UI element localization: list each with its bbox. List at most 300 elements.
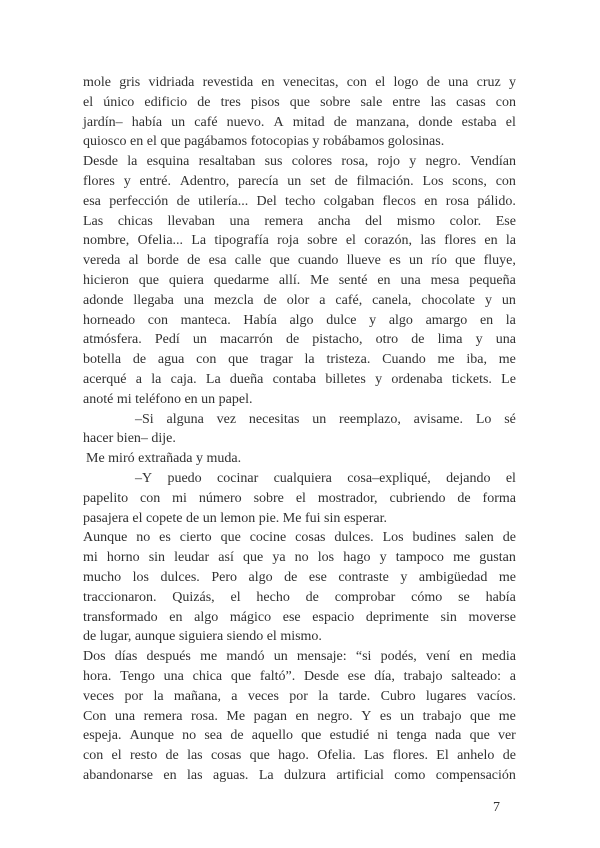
word: flores	[444, 233, 477, 249]
word: ambigüedad	[418, 569, 488, 585]
word: mágico	[229, 609, 272, 625]
word: al	[128, 253, 139, 269]
word: y	[379, 550, 387, 566]
word: compensación	[435, 767, 516, 783]
word: un	[192, 332, 207, 348]
word: papelito	[83, 490, 129, 506]
word: chica	[192, 668, 223, 684]
word: que	[220, 530, 241, 546]
text-line: Me miró extrañada y muda.	[86, 451, 242, 467]
word: de	[187, 253, 201, 269]
word: Lo	[475, 411, 492, 427]
word: espacio	[312, 609, 355, 625]
word: fluye,	[483, 253, 516, 269]
word: sus	[264, 154, 283, 170]
word: en	[484, 233, 498, 249]
word: horno	[106, 550, 140, 566]
word: cosas	[295, 530, 326, 546]
word: budines	[412, 530, 457, 546]
paragraph	[83, 410, 516, 450]
word: logo	[393, 75, 419, 90]
word: la	[505, 312, 516, 328]
word: un	[400, 708, 415, 724]
word: veces	[247, 688, 279, 704]
word: rosa	[445, 193, 470, 209]
word: remera	[264, 213, 304, 229]
word: mucho	[83, 569, 122, 585]
word: Las	[364, 748, 385, 764]
word: Desde	[83, 154, 118, 170]
word: tenga	[396, 728, 427, 744]
text-line	[83, 311, 516, 331]
word: ese	[347, 668, 366, 684]
word: mostrador,	[317, 490, 378, 506]
text-line: de lugar, aunque siguiera siendo el mismo.	[83, 629, 322, 645]
word: Quizás,	[172, 589, 215, 605]
word: Pedí	[154, 332, 180, 348]
word: con	[346, 75, 367, 90]
word: quiera	[168, 272, 204, 288]
word: las	[187, 767, 203, 783]
word: cualquiera	[273, 470, 332, 486]
page-text	[83, 73, 516, 786]
word: leudar	[174, 550, 210, 566]
text-line	[83, 192, 516, 212]
word: y	[369, 312, 377, 328]
word: La	[205, 371, 221, 387]
word: el	[295, 490, 306, 506]
text-line	[83, 687, 516, 707]
word: me	[498, 569, 516, 585]
word: dulce	[326, 312, 357, 328]
word: café	[194, 114, 218, 130]
text-line	[83, 489, 516, 509]
word: que	[455, 253, 476, 269]
word: sobre	[253, 490, 284, 506]
word: techo	[285, 193, 316, 209]
text-line	[83, 766, 516, 786]
word: me	[200, 649, 218, 665]
word: pagan	[253, 708, 288, 724]
word: los	[132, 569, 149, 585]
word: un	[409, 253, 424, 269]
word: rosa,	[341, 154, 369, 170]
word: dejando	[446, 470, 491, 486]
word: de	[263, 292, 277, 308]
word: en	[424, 193, 438, 209]
word: es	[389, 253, 401, 269]
word: pistacho,	[312, 332, 363, 348]
word: tragar	[260, 352, 293, 368]
word: sin	[148, 550, 166, 566]
word: en	[377, 272, 391, 288]
word: un	[171, 114, 186, 130]
word: flores	[83, 173, 115, 189]
text-line	[83, 350, 516, 370]
word: café,	[335, 292, 363, 308]
word: una	[183, 292, 204, 308]
word: contraste	[338, 569, 389, 585]
word: hicieron	[83, 272, 129, 288]
word: es	[379, 708, 392, 724]
word: negro.	[317, 708, 353, 724]
word: color.	[449, 213, 482, 229]
word: de	[284, 569, 298, 585]
word: reemplazo,	[339, 411, 401, 427]
word: donde	[418, 114, 453, 130]
text-line	[83, 212, 516, 232]
text-line	[83, 291, 516, 311]
word: abandonarse	[83, 767, 153, 783]
word: jardín–	[83, 114, 123, 130]
word: llegaba	[133, 292, 174, 308]
word: perfección	[109, 193, 169, 209]
word: Aunque	[83, 530, 128, 546]
word: mesa	[430, 272, 460, 288]
text-line: quiosco en el que pagábamos fotocopias y robábamos golosinas.	[83, 134, 445, 150]
text-line	[83, 73, 516, 93]
word: una	[400, 272, 421, 288]
word: mi	[172, 490, 187, 506]
word: utilería...	[198, 193, 249, 209]
word: llueve	[346, 253, 381, 269]
word: vez	[216, 411, 237, 427]
word: un	[312, 411, 327, 427]
word: cubriendo	[389, 490, 446, 506]
word: pálido.	[477, 193, 516, 209]
word: flores.	[392, 748, 428, 764]
word: en	[459, 649, 473, 665]
word: que	[230, 668, 252, 684]
page-number: 7	[493, 800, 500, 815]
word: traccionaron.	[83, 589, 157, 605]
word: la	[304, 352, 315, 368]
word: estaba	[461, 114, 497, 130]
word: avisame.	[413, 411, 464, 427]
word: de	[502, 748, 516, 764]
word: podés,	[380, 649, 417, 665]
word: sobre	[320, 94, 351, 110]
paragraph	[83, 528, 516, 647]
word: salen	[465, 530, 494, 546]
word: A	[273, 114, 284, 130]
word: en	[169, 609, 183, 625]
word: mezcla	[213, 292, 254, 308]
word: de	[285, 332, 300, 348]
word: sea	[204, 728, 223, 744]
word: de	[197, 94, 211, 110]
word: dulces.	[160, 569, 200, 585]
word: es	[159, 530, 171, 546]
word: las	[430, 94, 447, 110]
text-line	[83, 608, 516, 628]
word: tipografía	[214, 233, 269, 249]
word: que	[470, 708, 491, 724]
word: Los	[382, 530, 404, 546]
word: dulzura	[284, 767, 326, 783]
word: el	[111, 748, 122, 764]
word: ya	[272, 550, 286, 566]
paragraph	[83, 152, 516, 409]
word: un	[501, 292, 516, 308]
text-line	[83, 469, 516, 489]
word: de	[176, 193, 190, 209]
word: como	[394, 767, 426, 783]
word: en	[261, 75, 275, 90]
word: cosas	[210, 748, 242, 764]
word: me	[437, 352, 455, 368]
word: lima	[437, 332, 463, 348]
text-line	[83, 746, 516, 766]
word: caja.	[170, 371, 197, 387]
word: que	[301, 728, 322, 744]
word: que	[228, 352, 249, 368]
word: anhelo	[457, 748, 495, 764]
word: una	[114, 708, 136, 724]
word: salteado:	[451, 668, 502, 684]
word: Tengo	[120, 668, 155, 684]
word: mañana,	[173, 688, 221, 704]
word: que	[242, 550, 264, 566]
word: las	[420, 233, 436, 249]
word: ordenaba	[391, 371, 443, 387]
word: Los	[422, 173, 444, 189]
word: la	[153, 688, 164, 704]
word: –Y	[135, 470, 153, 486]
word: a	[231, 688, 238, 704]
word: aquello	[251, 728, 293, 744]
word: en	[163, 767, 177, 783]
word: ver	[497, 728, 516, 744]
word: hago	[343, 550, 371, 566]
word: vacíos.	[476, 688, 516, 704]
text-line	[83, 172, 516, 192]
word: nada	[434, 728, 462, 744]
word: el	[230, 589, 241, 605]
word: mismo	[396, 213, 435, 229]
word: Vendían	[470, 154, 516, 170]
word: algo	[388, 312, 413, 328]
word: Me	[226, 708, 246, 724]
word: con	[147, 312, 168, 328]
word: Pero	[211, 569, 237, 585]
word: corazón,	[364, 233, 413, 249]
word: por	[124, 688, 144, 704]
word: y	[484, 292, 492, 308]
word: –Si	[135, 411, 154, 427]
word: dulces.	[334, 530, 374, 546]
word: hago.	[278, 748, 309, 764]
word: con	[83, 748, 104, 764]
word: que	[249, 748, 270, 764]
text-line	[83, 231, 516, 251]
word: y	[123, 173, 131, 189]
word: gustan	[479, 550, 516, 566]
text-line	[83, 707, 516, 727]
word: edificio	[144, 94, 188, 110]
word: esa	[83, 193, 101, 209]
word: hora.	[83, 668, 112, 684]
word: un	[287, 173, 302, 189]
word: cosa–expliqué,	[347, 470, 431, 486]
word: parecía	[238, 173, 279, 189]
word: nuevo.	[226, 114, 265, 130]
paragraph	[83, 73, 516, 152]
word: trabajo	[403, 668, 443, 684]
word: mi	[83, 550, 98, 566]
word: vidriada	[148, 75, 195, 90]
text-line: hacer bien– dije.	[83, 431, 176, 447]
word: Ofelia.	[317, 748, 356, 764]
word: me	[498, 708, 516, 724]
text-line: anoté mi teléfono en un papel.	[83, 391, 253, 407]
word: revestida	[202, 75, 254, 90]
word: algo	[289, 312, 314, 328]
word: cocine	[249, 530, 287, 546]
word: de	[426, 75, 440, 90]
word: botella	[83, 352, 122, 368]
word: el	[83, 94, 94, 110]
word: contaba	[272, 371, 317, 387]
word: Le	[501, 371, 516, 387]
word: Del	[256, 193, 277, 209]
word: Desde	[303, 668, 339, 684]
word: no	[294, 550, 309, 566]
word: que	[289, 94, 310, 110]
paragraph	[83, 449, 516, 469]
word: sobre	[307, 233, 338, 249]
text-line	[83, 726, 516, 746]
word: mole	[83, 75, 111, 90]
word: esquina	[146, 154, 190, 170]
word: y	[400, 569, 408, 585]
word: esa	[208, 253, 227, 269]
word: filmación.	[356, 173, 414, 189]
word: cómo	[411, 589, 443, 605]
word: La	[191, 233, 207, 249]
word: deprimente	[365, 609, 429, 625]
word: de	[334, 173, 348, 189]
word: mandó	[226, 649, 265, 665]
word: gris	[119, 75, 141, 90]
word: macarrón	[219, 332, 273, 348]
word: el	[345, 233, 356, 249]
text-line	[83, 528, 516, 548]
word: trabajo	[422, 708, 462, 724]
text-line	[83, 271, 516, 291]
word: río	[431, 253, 447, 269]
word: no	[136, 530, 151, 546]
word: manteca.	[180, 312, 231, 328]
word: a	[135, 371, 142, 387]
word: llevaban	[167, 213, 215, 229]
word: con	[495, 173, 516, 189]
text-line	[83, 152, 516, 172]
word: el	[505, 114, 516, 130]
word: que	[469, 728, 490, 744]
word: y	[508, 75, 516, 90]
word: “si	[355, 649, 372, 665]
word: y	[475, 332, 483, 348]
word: Con	[83, 708, 107, 724]
word: olor	[286, 292, 310, 308]
word: manzana,	[356, 114, 410, 130]
word: ese	[308, 569, 327, 585]
word: la	[151, 371, 162, 387]
word: set	[310, 173, 326, 189]
word: transformado	[83, 609, 158, 625]
word: la	[318, 688, 329, 704]
word: la	[127, 154, 138, 170]
word: Y	[361, 708, 372, 724]
word: ancha	[317, 213, 351, 229]
word: el	[505, 470, 516, 486]
word: cuando	[297, 253, 339, 269]
word: acerqué	[83, 371, 127, 387]
word: con	[495, 94, 516, 110]
word: días	[114, 649, 138, 665]
word: de	[132, 352, 147, 368]
text-line	[83, 370, 516, 390]
word: Las	[83, 213, 104, 229]
word: algo	[248, 569, 273, 585]
word: sale	[360, 94, 383, 110]
word: me	[453, 550, 471, 566]
word: tickets.	[451, 371, 492, 387]
paragraph	[83, 647, 516, 786]
word: aguas.	[213, 767, 249, 783]
word: mensaje:	[296, 649, 347, 665]
word: a	[509, 668, 516, 684]
word: comprobar	[334, 589, 396, 605]
word: agua	[157, 352, 185, 368]
word: allí.	[278, 272, 301, 288]
paragraph	[83, 469, 516, 528]
word: con	[196, 352, 217, 368]
word: Cuando	[382, 352, 426, 368]
word: chocolate	[421, 292, 475, 308]
word: artificial	[336, 767, 384, 783]
word: del	[365, 213, 383, 229]
word: atmósfera.	[83, 332, 142, 348]
text-line	[83, 647, 516, 667]
word: borde	[146, 253, 179, 269]
word: tristeza.	[326, 352, 371, 368]
word: cruz	[476, 75, 501, 90]
word: calle	[234, 253, 262, 269]
text-line	[83, 588, 516, 608]
word: una	[448, 75, 469, 90]
word: tarde.	[338, 688, 371, 704]
word: había	[131, 114, 163, 130]
word: la	[505, 233, 516, 249]
word: Dos	[83, 649, 106, 665]
text-line: pasajera el copete de un lemon pie. Me fui sin esperar.	[83, 510, 387, 526]
word: veces	[83, 688, 115, 704]
word: necesitas	[248, 411, 300, 427]
word: de	[411, 332, 425, 348]
text-line	[83, 568, 516, 588]
word: Adentro,	[179, 173, 230, 189]
word: número	[198, 490, 242, 506]
word: rosa.	[191, 708, 218, 724]
word: puedo	[167, 470, 202, 486]
word: faltó”.	[259, 668, 296, 684]
word: sin	[440, 609, 457, 625]
word: amargo	[425, 312, 468, 328]
word: de	[333, 114, 347, 130]
word: que	[138, 272, 159, 288]
